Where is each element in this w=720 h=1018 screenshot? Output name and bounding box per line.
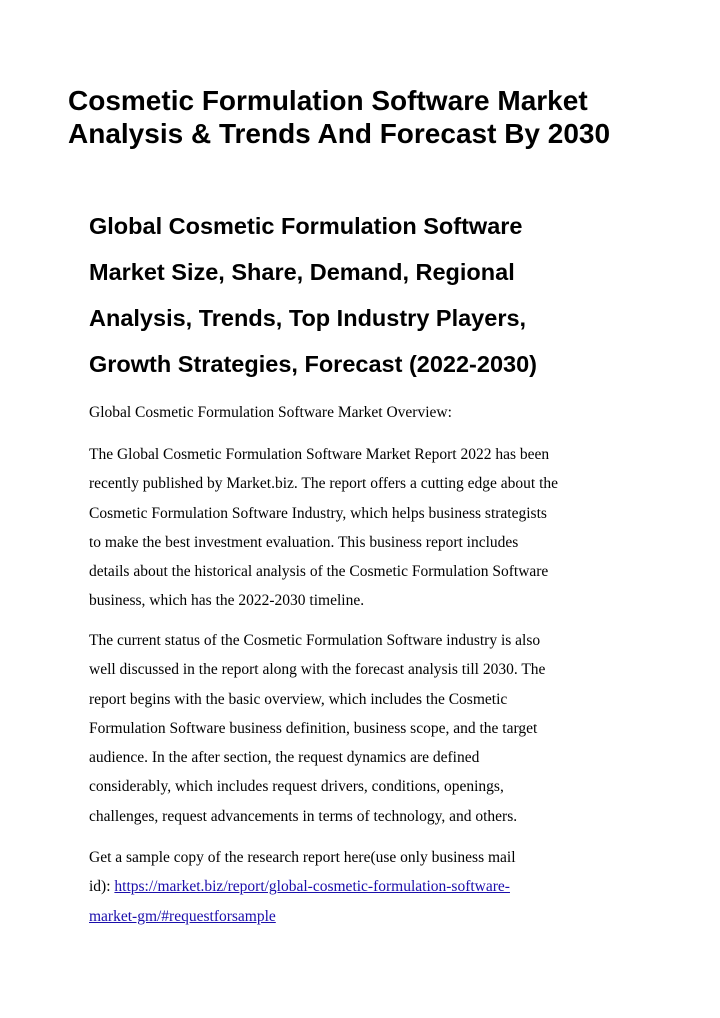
section-heading-line: Growth Strategies, Forecast (2022-2030) [89, 351, 537, 377]
paragraph-line: considerably, which includes request drivers, conditions, openings, [89, 778, 504, 796]
paragraph-line: to make the best investment evaluation. This business report includes [89, 533, 519, 551]
paragraph-report-intro [89, 440, 689, 616]
sample-report-link[interactable]: https://market.biz/report/global-cosmetic-formulation-software- [114, 878, 510, 896]
document-title-line: Cosmetic Formulation Software Market [68, 85, 588, 116]
paragraph-line: business, which has the 2022-2030 timeline. [89, 592, 365, 610]
section-heading-line: Analysis, Trends, Top Industry Players, [89, 305, 527, 331]
paragraph-line: The current status of the Cosmetic Formulation Software industry is also [89, 632, 541, 649]
paragraph-current-status [89, 626, 689, 831]
overview-label [89, 398, 689, 427]
paragraph-line: challenges, request advancements in terms of technology, and others. [89, 807, 518, 825]
paragraph-line: audience. In the after section, the request dynamics are defined [89, 749, 480, 767]
paragraph-line [89, 902, 689, 931]
sample-report-link-continued[interactable]: market-gm/#requestforsample [89, 907, 276, 925]
section-heading-line: Market Size, Share, Demand, Regional [89, 259, 515, 285]
document-title [68, 84, 668, 150]
section-heading [89, 203, 689, 387]
paragraph-line: recently published by Market.biz. The report offers a cutting edge about the [89, 475, 559, 493]
overview-label-text: Global Cosmetic Formulation Software Market Overview: [89, 404, 452, 421]
paragraph-line: Cosmetic Formulation Software Industry, which helps business strategists [89, 504, 547, 522]
paragraph-line: details about the historical analysis of the Cosmetic Formulation Software [89, 563, 549, 581]
paragraph-line [89, 872, 689, 901]
paragraph-line: The Global Cosmetic Formulation Software Market Report 2022 has been [89, 446, 550, 463]
section-heading-line: Global Cosmetic Formulation Software [89, 213, 523, 239]
paragraph-line: Formulation Software business definition, business scope, and the target [89, 719, 538, 737]
link-prefix-text: id): [89, 878, 115, 896]
paragraph-sample-request [89, 843, 689, 931]
paragraph-line: Get a sample copy of the research report here(use only business mail [89, 849, 516, 866]
document-title-line: Analysis & Trends And Forecast By 2030 [68, 118, 611, 149]
paragraph-line: report begins with the basic overview, which includes the Cosmetic [89, 690, 508, 708]
paragraph-line: well discussed in the report along with the forecast analysis till 2030. The [89, 661, 546, 679]
